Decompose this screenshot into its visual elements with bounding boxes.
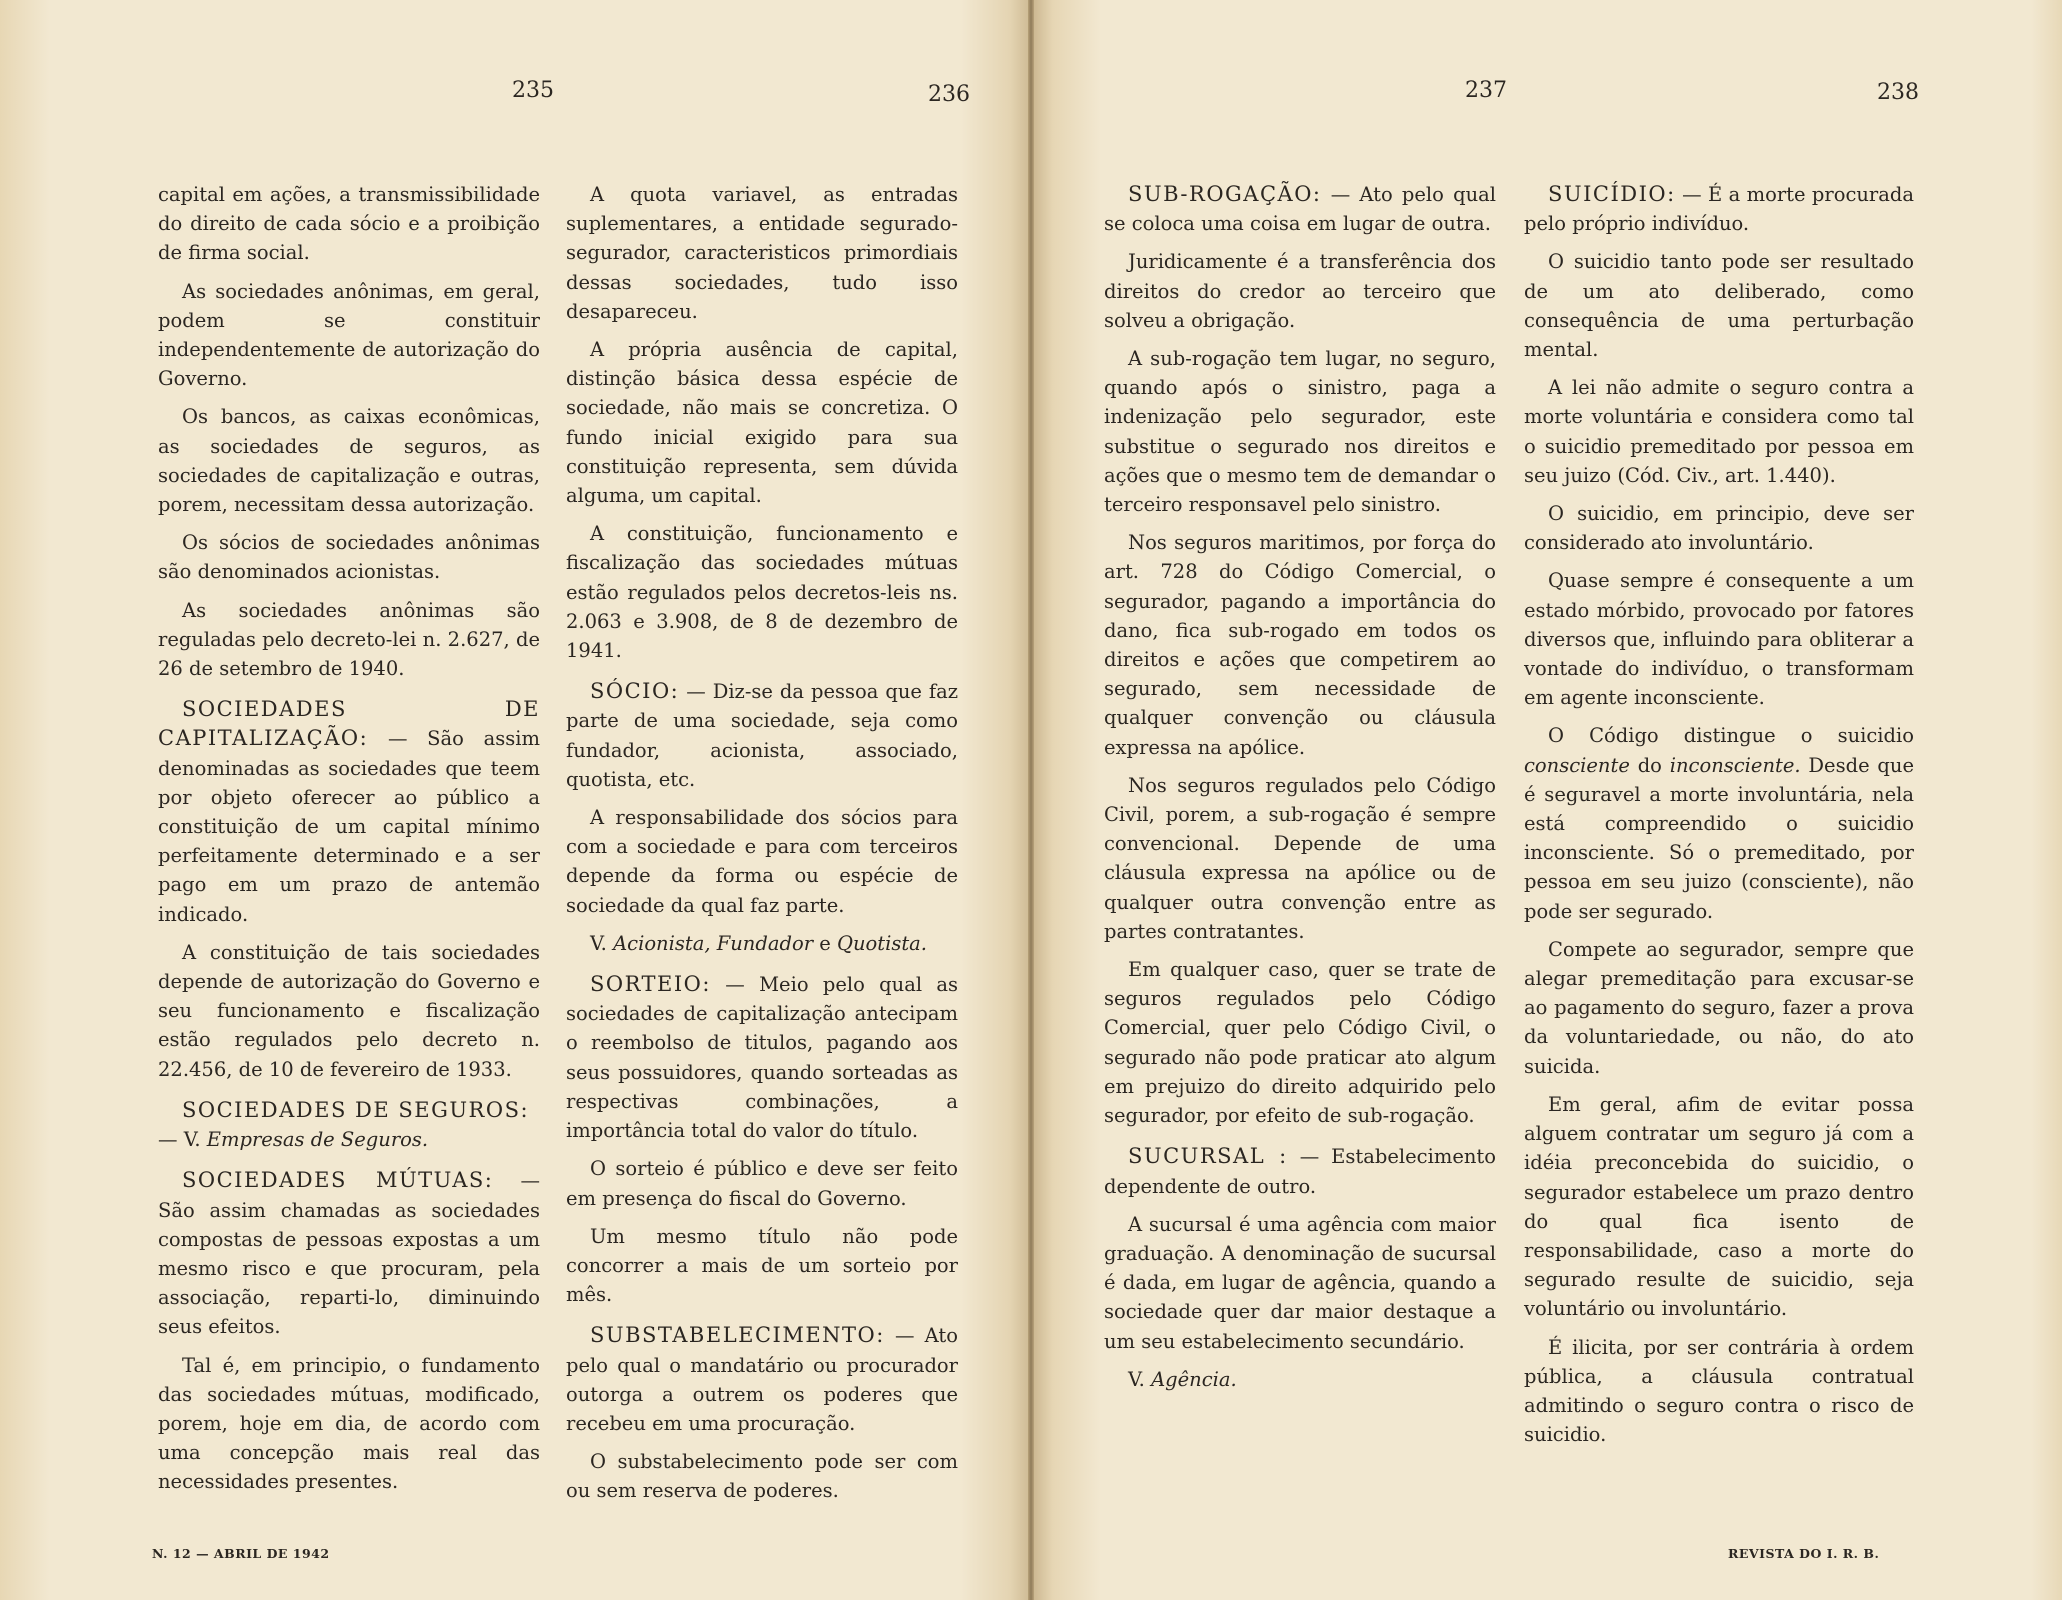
- paragraph: A constituição, funcionamento e fiscalização das sociedades mútuas estão regulados pelos decretos-leis ns. 2.063 e 3.908, de 8 de dezembro de 1941.: [566, 522, 958, 663]
- paragraph: As sociedades anônimas, em geral, podem se constituir independentemente de autorização do Governo.: [158, 279, 540, 391]
- entry-headword: SOCIEDADES DE CAPITALIZAÇÃO:: [158, 697, 540, 751]
- paragraph: A sucursal é uma agência com maior graduação. A denominação de sucursal é dada, em lugar de agência, quando a sociedade quer dar maior destaque a um seu estabelecimento secundário.: [1104, 1212, 1496, 1353]
- conjunction: e: [819, 931, 831, 955]
- dictionary-entry: [566, 677, 958, 794]
- paragraph: A quota variavel, as entradas suplementares, a entidade segurado-segurador, caracteristicos primordiais dessas sociedades, tudo isso desapareceu.: [566, 183, 958, 323]
- paragraph: As sociedades anônimas são reguladas pelo decreto-lei n. 2.627, de 26 de setembro de 1940.: [158, 598, 540, 681]
- paragraph: Nos seguros maritimos, por força do art. 728 do Código Comercial, o segurador, pagando a importância do dano, fica sub-rogado em todos os direitos e ações que competirem ao segurado, sem necessidade de qualquer convenção ou cláusula expressa na apólice.: [1104, 531, 1496, 759]
- italic-term: inconsciente.: [1669, 753, 1801, 777]
- cross-reference-line: [566, 929, 958, 958]
- cross-reference: Acionista, Fundador: [613, 931, 814, 955]
- cross-reference: Empresas de Seguros.: [206, 1128, 429, 1152]
- paragraph: capital em ações, a transmissibilidade do direito de cada sócio e a proibição de firma social.: [158, 183, 540, 265]
- cross-reference-line: [1104, 1365, 1496, 1394]
- paragraph: Os sócios de sociedades anônimas são denominados acionistas.: [158, 531, 540, 584]
- see-label: V.: [1128, 1367, 1145, 1391]
- entry-headword: SOCIEDADES MÚTUAS:: [182, 1168, 494, 1193]
- cross-reference: Quotista.: [836, 931, 928, 955]
- entry-headword: SOCIEDADES DE SEGUROS:: [182, 1097, 530, 1122]
- entry-headword: SUB-ROGAÇÃO:: [1128, 182, 1322, 206]
- entry-definition: — É a morte procurada pelo próprio indivíduo.: [1524, 183, 1914, 236]
- page-number-235: 235: [512, 78, 554, 103]
- paragraph: Tal é, em principio, o fundamento das sociedades mútuas, modificado, porem, hoje em dia, de acordo com uma concepção mais real das necessidades presentes.: [158, 1353, 540, 1494]
- paragraph: [1524, 721, 1914, 925]
- text-run: do: [1637, 753, 1662, 777]
- entry-definition: — Meio pelo qual as sociedades de capitalização antecipam o reembolso de titulos, pagando aos seus possuidores, quando sorteadas as respectivas combinações, a importância total do valor do título.: [566, 973, 958, 1143]
- dictionary-entry: [158, 1096, 540, 1154]
- page-number-238: 238: [1877, 80, 1919, 105]
- paragraph: Nos seguros regulados pelo Código Civil, porem, a sub-rogação é sempre convencional. Depende de uma cláusula expressa na apólice ou de qualquer outra convenção entre as partes contratantes.: [1104, 773, 1496, 943]
- entry-definition: — V.: [158, 1128, 201, 1152]
- text-run: O Código distingue o suicidio: [1548, 724, 1914, 748]
- text-run: Desde que é seguravel a morte involuntária, nela está compreendido o suicidio inconsciente. Só o premeditado, por pessoa em seu juizo (consciente), não pode ser segurado.: [1524, 753, 1914, 923]
- entry-definition: — Estabelecimento dependente de outro.: [1104, 1145, 1496, 1198]
- entry-definition: — São assim denominadas as sociedades que teem por objeto oferecer ao público a constituição de um capital mínimo perfeitamente determinado e a ser pago em um prazo de antemão indicado.: [158, 727, 540, 926]
- page-number-237: 237: [1465, 78, 1507, 103]
- dictionary-entry: [1104, 180, 1496, 238]
- italic-term: consciente: [1524, 753, 1630, 777]
- paragraph: O sorteio é público e deve ser feito em presença do fiscal do Governo.: [566, 1157, 958, 1210]
- paragraph: O suicidio, em principio, deve ser considerado ato involuntário.: [1524, 502, 1914, 555]
- entry-definition: — Diz-se da pessoa que faz parte de uma sociedade, seja como fundador, acionista, associado, quotista, etc.: [566, 680, 959, 791]
- paragraph: A sub-rogação tem lugar, no seguro, quando após o sinistro, paga a indenização pelo segurador, este substitue o segurado nos direitos e ações que o mesmo tem de demandar o terceiro responsavel pelo sinistro.: [1104, 347, 1496, 517]
- paragraph: Os bancos, as caixas econômicas, as sociedades de seguros, as sociedades de capitalização e outras, porem, necessitam dessa autorização.: [158, 405, 540, 517]
- paragraph: Compete ao segurador, sempre que alegar premeditação para excusar-se ao pagamento do seguro, fazer a prova da voluntariedade, ou não, do ato suicida.: [1524, 937, 1914, 1078]
- footer-issue: N. 12 — ABRIL DE 1942: [152, 1546, 330, 1561]
- see-label: V.: [590, 931, 607, 955]
- paragraph: Quase sempre é consequente a um estado mórbido, provocado por fatores diversos que, influindo para obliterar a vontade do indivíduo, o transformam em agente inconsciente.: [1524, 569, 1914, 710]
- entry-definition: — Ato pelo qual se coloca uma coisa em lugar de outra.: [1104, 183, 1496, 236]
- paragraph: Juridicamente é a transferência dos direitos do credor ao terceiro que solveu a obrigação.: [1104, 250, 1496, 332]
- paragraph: A responsabilidade dos sócios para com a sociedade e para com terceiros depende da forma ou espécie de sociedade da qual faz parte.: [566, 806, 958, 917]
- entry-headword: SUCURSAL :: [1128, 1144, 1288, 1169]
- paragraph: A constituição de tais sociedades depende de autorização do Governo e seu funcionamento e fiscalização estão regulados pelo decreto n. 22.456, de 10 de fevereiro de 1933.: [158, 940, 540, 1081]
- entry-headword: SUICÍDIO:: [1548, 182, 1676, 206]
- paragraph: É ilicita, por ser contrária à ordem pública, a cláusula contratual admitindo o seguro contra o risco de suicidio.: [1524, 1335, 1914, 1447]
- entry-definition: — Ato pelo qual o mandatário ou procurador outorga a outrem os poderes que recebeu em uma procuração.: [566, 1324, 958, 1435]
- dictionary-entry: [158, 1166, 540, 1341]
- column-page-235: [158, 180, 540, 1506]
- cross-reference: Agência.: [1151, 1367, 1237, 1391]
- paragraph: Um mesmo título não pode concorrer a mais de um sorteio por mês.: [566, 1224, 958, 1307]
- column-page-238: [1524, 180, 1914, 1458]
- paragraph: A própria ausência de capital, distinção básica dessa espécie de sociedade, não mais se concretiza. O fundo inicial exigido para sua constituição representa, sem dúvida alguma, um capital.: [566, 338, 958, 508]
- paragraph: O substabelecimento pode ser com ou sem reserva de poderes.: [566, 1450, 958, 1503]
- entry-definition: — São assim chamadas as sociedades compostas de pessoas expostas a um mesmo risco e que procuram, pela associação, reparti-lo, diminuindo seus efeitos.: [158, 1169, 540, 1339]
- entry-headword: SÓCIO:: [590, 679, 680, 704]
- column-page-236: [566, 180, 958, 1515]
- paragraph: A lei não admite o seguro contra a morte voluntária e considera como tal o suicidio premeditado por pessoa em seu juizo (Cód. Civ., art. 1.440).: [1524, 376, 1914, 487]
- entry-headword: SORTEIO:: [590, 972, 711, 997]
- paragraph: Em qualquer caso, quer se trate de seguros regulados pelo Código Comercial, quer pelo Código Civil, o segurado não pode praticar ato algum em prejuizo do direito adquirido pelo segurador, por efeito de sub-rogação.: [1104, 958, 1496, 1128]
- dictionary-entry: [1104, 1142, 1496, 1200]
- footer-journal: REVISTA DO I. R. B.: [1728, 1546, 1880, 1561]
- book-gutter: [1028, 0, 1034, 1600]
- dictionary-entry: [158, 695, 540, 929]
- column-page-237: [1104, 180, 1496, 1403]
- dictionary-entry: [566, 970, 958, 1145]
- paragraph: O suicidio tanto pode ser resultado de um ato deliberado, como consequência de uma perturbação mental.: [1524, 250, 1914, 362]
- dictionary-entry: [566, 1321, 958, 1438]
- entry-headword: SUBSTABELECIMENTO:: [590, 1323, 885, 1348]
- paragraph: Em geral, afim de evitar possa alguem contratar um seguro já com a idéia preconcebida do suicidio, o segurador estabelece um prazo dentro do qual fica isento de responsabilidade, caso a morte do segurado resulte de suicidio, seja voluntário ou involuntário.: [1524, 1092, 1914, 1321]
- dictionary-entry: [1524, 180, 1914, 238]
- page-number-236: 236: [928, 82, 970, 107]
